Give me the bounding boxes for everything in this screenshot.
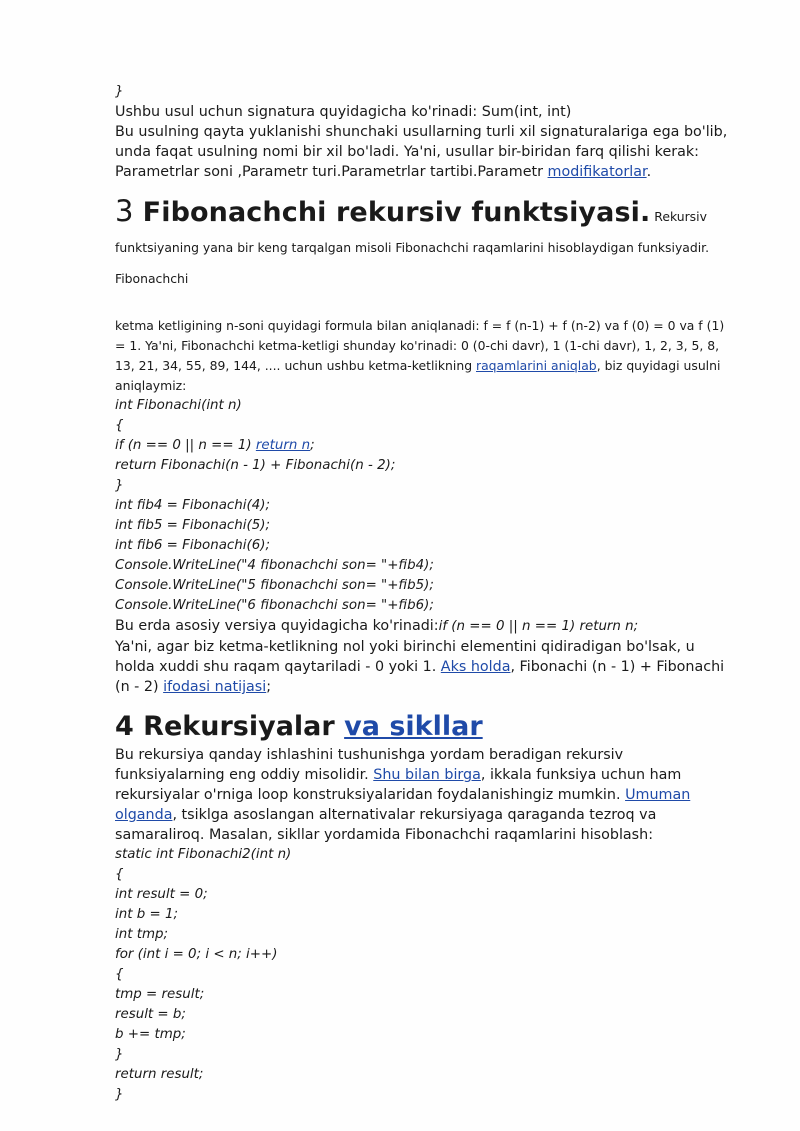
overload-paragraph	[115, 122, 730, 182]
link-umuman-olganda[interactable]: Umuman olganda	[115, 787, 691, 823]
code-text: ;	[310, 438, 315, 453]
code-line: {	[115, 418, 124, 433]
fibonacci-formula-paragraph	[115, 316, 730, 396]
code-line: return Fibonachi(n - 1) + Fibonachi(n - 2);	[115, 458, 396, 473]
code-line: result = b;	[115, 1007, 186, 1022]
code-line: static int Fibonachi2(int n)	[115, 847, 292, 862]
code-line: int fib5 = Fibonachi(5);	[115, 518, 270, 533]
code-line: tmp = result;	[115, 987, 205, 1002]
explanation-end: ;	[266, 679, 272, 695]
overload-end: .	[646, 164, 652, 180]
code-line: return result;	[115, 1067, 204, 1082]
formula-text: ketma ketligining n-soni quyidagi formula bilan aniqlanadi: f = f (n-1) + f (n-2) va f (0) = 0 va f (1) = 1. Ya'ni, Fibonachchi ketma-ketligi shunday ko'rinadi: 0 (0-chi davr), 1 (1-chi davr), 1, 2, 3, 5, 8, 13, 21, 34, 55, 89, 144, .... uchun ushbu ketma-ketlikning	[115, 318, 725, 373]
code-line: for (int i = 0; i < n; i++)	[115, 947, 278, 962]
link-raqamlarini-aniqlab[interactable]: raqamlarini aniqlab	[476, 358, 597, 373]
code-line: Console.WriteLine("6 fibonachchi son= "+fib6);	[115, 598, 434, 613]
section-3-lead: Rekursiv funktsiyaning yana bir keng tarqalgan misoli Fibonachchi raqamlarini hisoblaydigan funksiyadir. Fibonachchi	[115, 209, 710, 286]
section-3-title-dot: .	[639, 197, 651, 228]
base-case-paragraph	[115, 616, 730, 637]
loops-text: Bu rekursiya qanday ishlashini tushunishga yordam beradigan rekursiv funksiyalarning eng oddiy misolidir.	[115, 747, 624, 783]
section-4-heading	[115, 711, 730, 743]
loops-paragraph	[115, 745, 730, 845]
section-3-number: 3	[115, 194, 143, 228]
link-ifodasi-natijasi[interactable]: ifodasi natijasi	[163, 679, 267, 695]
explanation-text: Ya'ni, agar biz ketma-ketlikning nol yoki birinchi elementini qidiradigan bo'lsak, u holda xuddi shu raqam qaytariladi - 0 yoki 1.	[115, 639, 695, 675]
code-line: {	[115, 967, 124, 982]
section-4-title: 4 Rekursiyalar	[115, 711, 345, 742]
code-line: int result = 0;	[115, 887, 208, 902]
overload-text: Bu usulning qayta yuklanishi shunchaki usullarning turli xil signaturalariga ega bo'lib, unda faqat usulning nomi bir xil bo'ladi. Ya'ni, usullar bir-biridan farq qilishi kerak: Parametrlar soni ,Parametr turi.Parametrlar tartibi.Parametr	[115, 124, 728, 180]
code-line: int fib6 = Fibonachi(6);	[115, 538, 270, 553]
link-return-n[interactable]: return n	[255, 438, 311, 453]
signature-paragraph: Ushbu usul uchun signatura quyidagicha ko'rinadi: Sum(int, int)	[115, 104, 572, 120]
section-3-heading	[115, 196, 730, 294]
code-line: Console.WriteLine("5 fibonachchi son= "+fib5);	[115, 578, 434, 593]
code-line	[115, 436, 730, 456]
code-line: Console.WriteLine("4 fibonachchi son= "+fib4);	[115, 558, 434, 573]
code-line: {	[115, 867, 124, 882]
code-line: int Fibonachi(int n)	[115, 398, 242, 413]
document-content	[115, 82, 730, 1105]
code-line: int tmp;	[115, 927, 169, 942]
code-line: }	[115, 1047, 124, 1062]
code-line: int fib4 = Fibonachi(4);	[115, 498, 270, 513]
code-line: }	[115, 478, 124, 493]
code-line: b += tmp;	[115, 1027, 186, 1042]
link-va-sikllar[interactable]: va sikllar	[344, 711, 483, 742]
loops-text: , ikkala funksiya uchun ham rekursiyalar o'rniga loop konstruksiyalaridan foydalanishingiz mumkin.	[115, 767, 682, 803]
section-3-title: Fibonachchi rekursiv funktsiyasi	[142, 197, 640, 228]
loops-text: , tsiklga asoslangan alternativalar rekursiyaga qaraganda tezroq va samaraliroq. Masalan, sikllar yordamida Fibonachchi raqamlarini hisoblash:	[115, 807, 657, 843]
explanation-text: , Fibonachi (n - 1) + Fibonachi (n - 2)	[115, 659, 725, 695]
code-line: }	[115, 1087, 124, 1102]
spacer	[115, 300, 730, 316]
link-aks-holda[interactable]: Aks holda	[440, 659, 511, 675]
formula-end: , biz quyidagi usulni aniqlaymiz:	[115, 358, 721, 393]
explanation-paragraph	[115, 637, 730, 697]
code-text: if (n == 0 || n == 1)	[115, 438, 256, 453]
code-closing-brace: }	[115, 84, 124, 99]
base-case-text: Bu erda asosiy versiya quyidagicha ko'rinadi:	[115, 618, 439, 634]
link-shu-bilan-birga[interactable]: Shu bilan birga	[373, 767, 481, 783]
base-case-code: if (n == 0 || n == 1) return n;	[438, 619, 639, 634]
code-line: int b = 1;	[115, 907, 178, 922]
link-modifikatorlar[interactable]: modifikatorlar	[547, 164, 647, 180]
